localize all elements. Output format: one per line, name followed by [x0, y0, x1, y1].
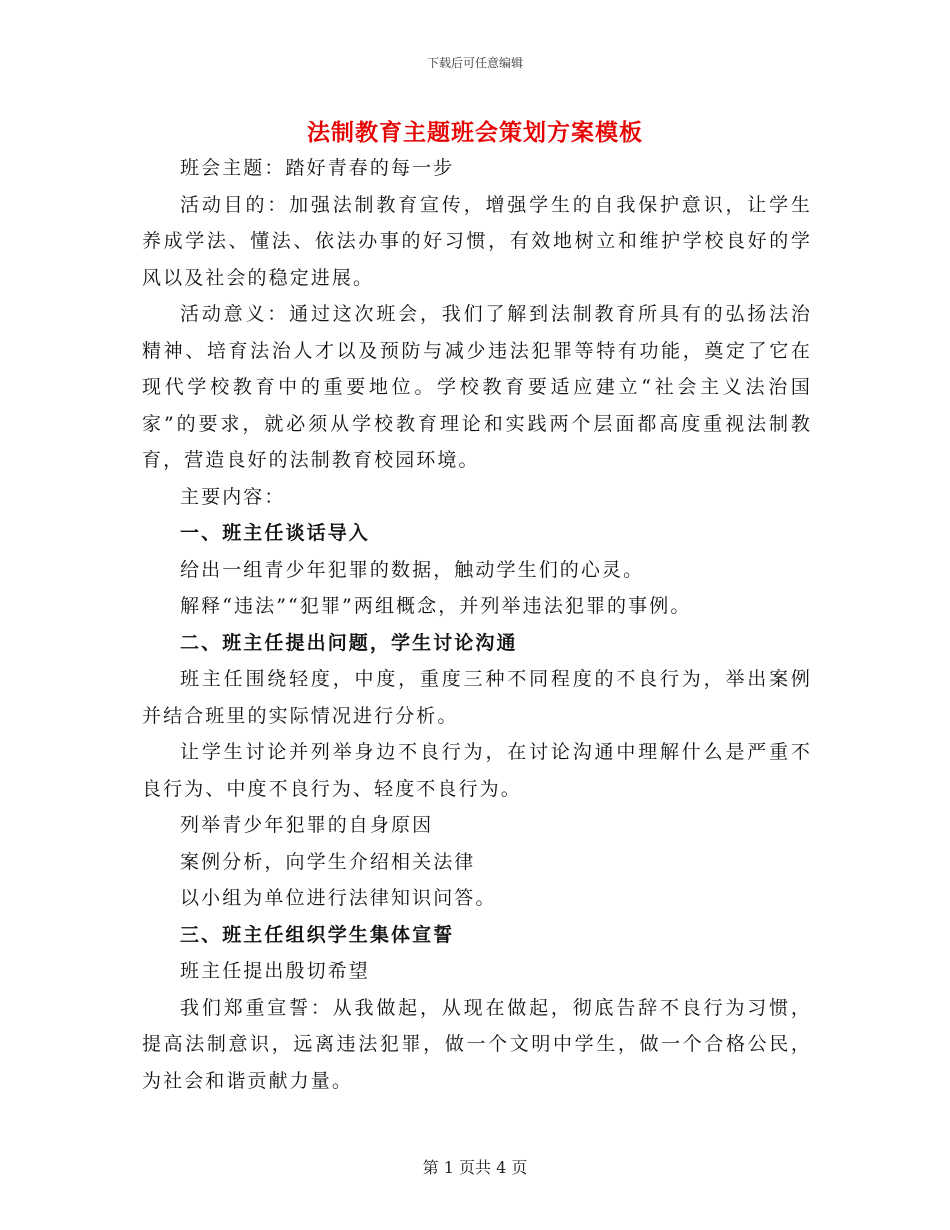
paragraph: 列举青少年犯罪的自身原因 [180, 814, 434, 836]
section-heading: 三、班主任组织学生集体宣誓 [180, 923, 455, 946]
paragraph: 班主任提出殷切希望 [180, 960, 370, 982]
paragraph: 解释“违法”“犯罪”两组概念，并列举违法犯罪的事例。 [180, 595, 692, 617]
header-note: 下载后可任意编辑 [426, 56, 523, 70]
paragraph: 班主任围绕轻度，中度，重度三种不同程度的不良行为，举出案例并结合班里的实际情况进行分析。 [142, 668, 812, 727]
paragraph: 主要内容： [180, 485, 286, 508]
section-heading: 二、班主任提出问题，学生讨论沟通 [180, 631, 518, 654]
paragraph: 班会主题：踏好青春的每一步 [180, 157, 455, 179]
paragraph: 活动意义：通过这次班会，我们了解到法制教育所具有的弘扬法治精神、培育法治人才以及预防与减少违法犯罪等特有功能，奠定了它在现代学校教育中的重要地位。学校教育要适应建立“社会主义法治国家”的要求，就必须从学校教育理论和实践两个层面都高度重视法制教育，营造良好的法制教育校园环境。 [142, 303, 812, 471]
paragraph: 案例分析，向学生介绍相关法律 [180, 850, 476, 873]
paragraph: 我们郑重宣誓：从我做起，从现在做起，彻底告辞不良行为习惯，提高法制意识，远离违法犯罪，做一个文明中学生，做一个合格公民，为社会和谐贡献力量。 [142, 996, 812, 1092]
paragraph: 让学生讨论并列举身边不良行为，在讨论沟通中理解什么是严重不良行为、中度不良行为、轻度不良行为。 [142, 741, 812, 800]
document-body [142, 150, 812, 1099]
paragraph: 以小组为单位进行法律知识问答。 [180, 887, 497, 909]
paragraph: 活动目的：加强法制教育宣传，增强学生的自我保护意识，让学生养成学法、懂法、依法办事的好习惯，有效地树立和维护学校良好的学风以及社会的稳定进展。 [142, 193, 812, 289]
document-title: 法制教育主题班会策划方案模板 [307, 119, 643, 146]
page-footer: 第 1 页共 4 页 [422, 1158, 528, 1177]
section-heading: 一、班主任谈话导入 [180, 522, 370, 544]
paragraph: 给出一组青少年犯罪的数据，触动学生们的心灵。 [180, 558, 645, 581]
